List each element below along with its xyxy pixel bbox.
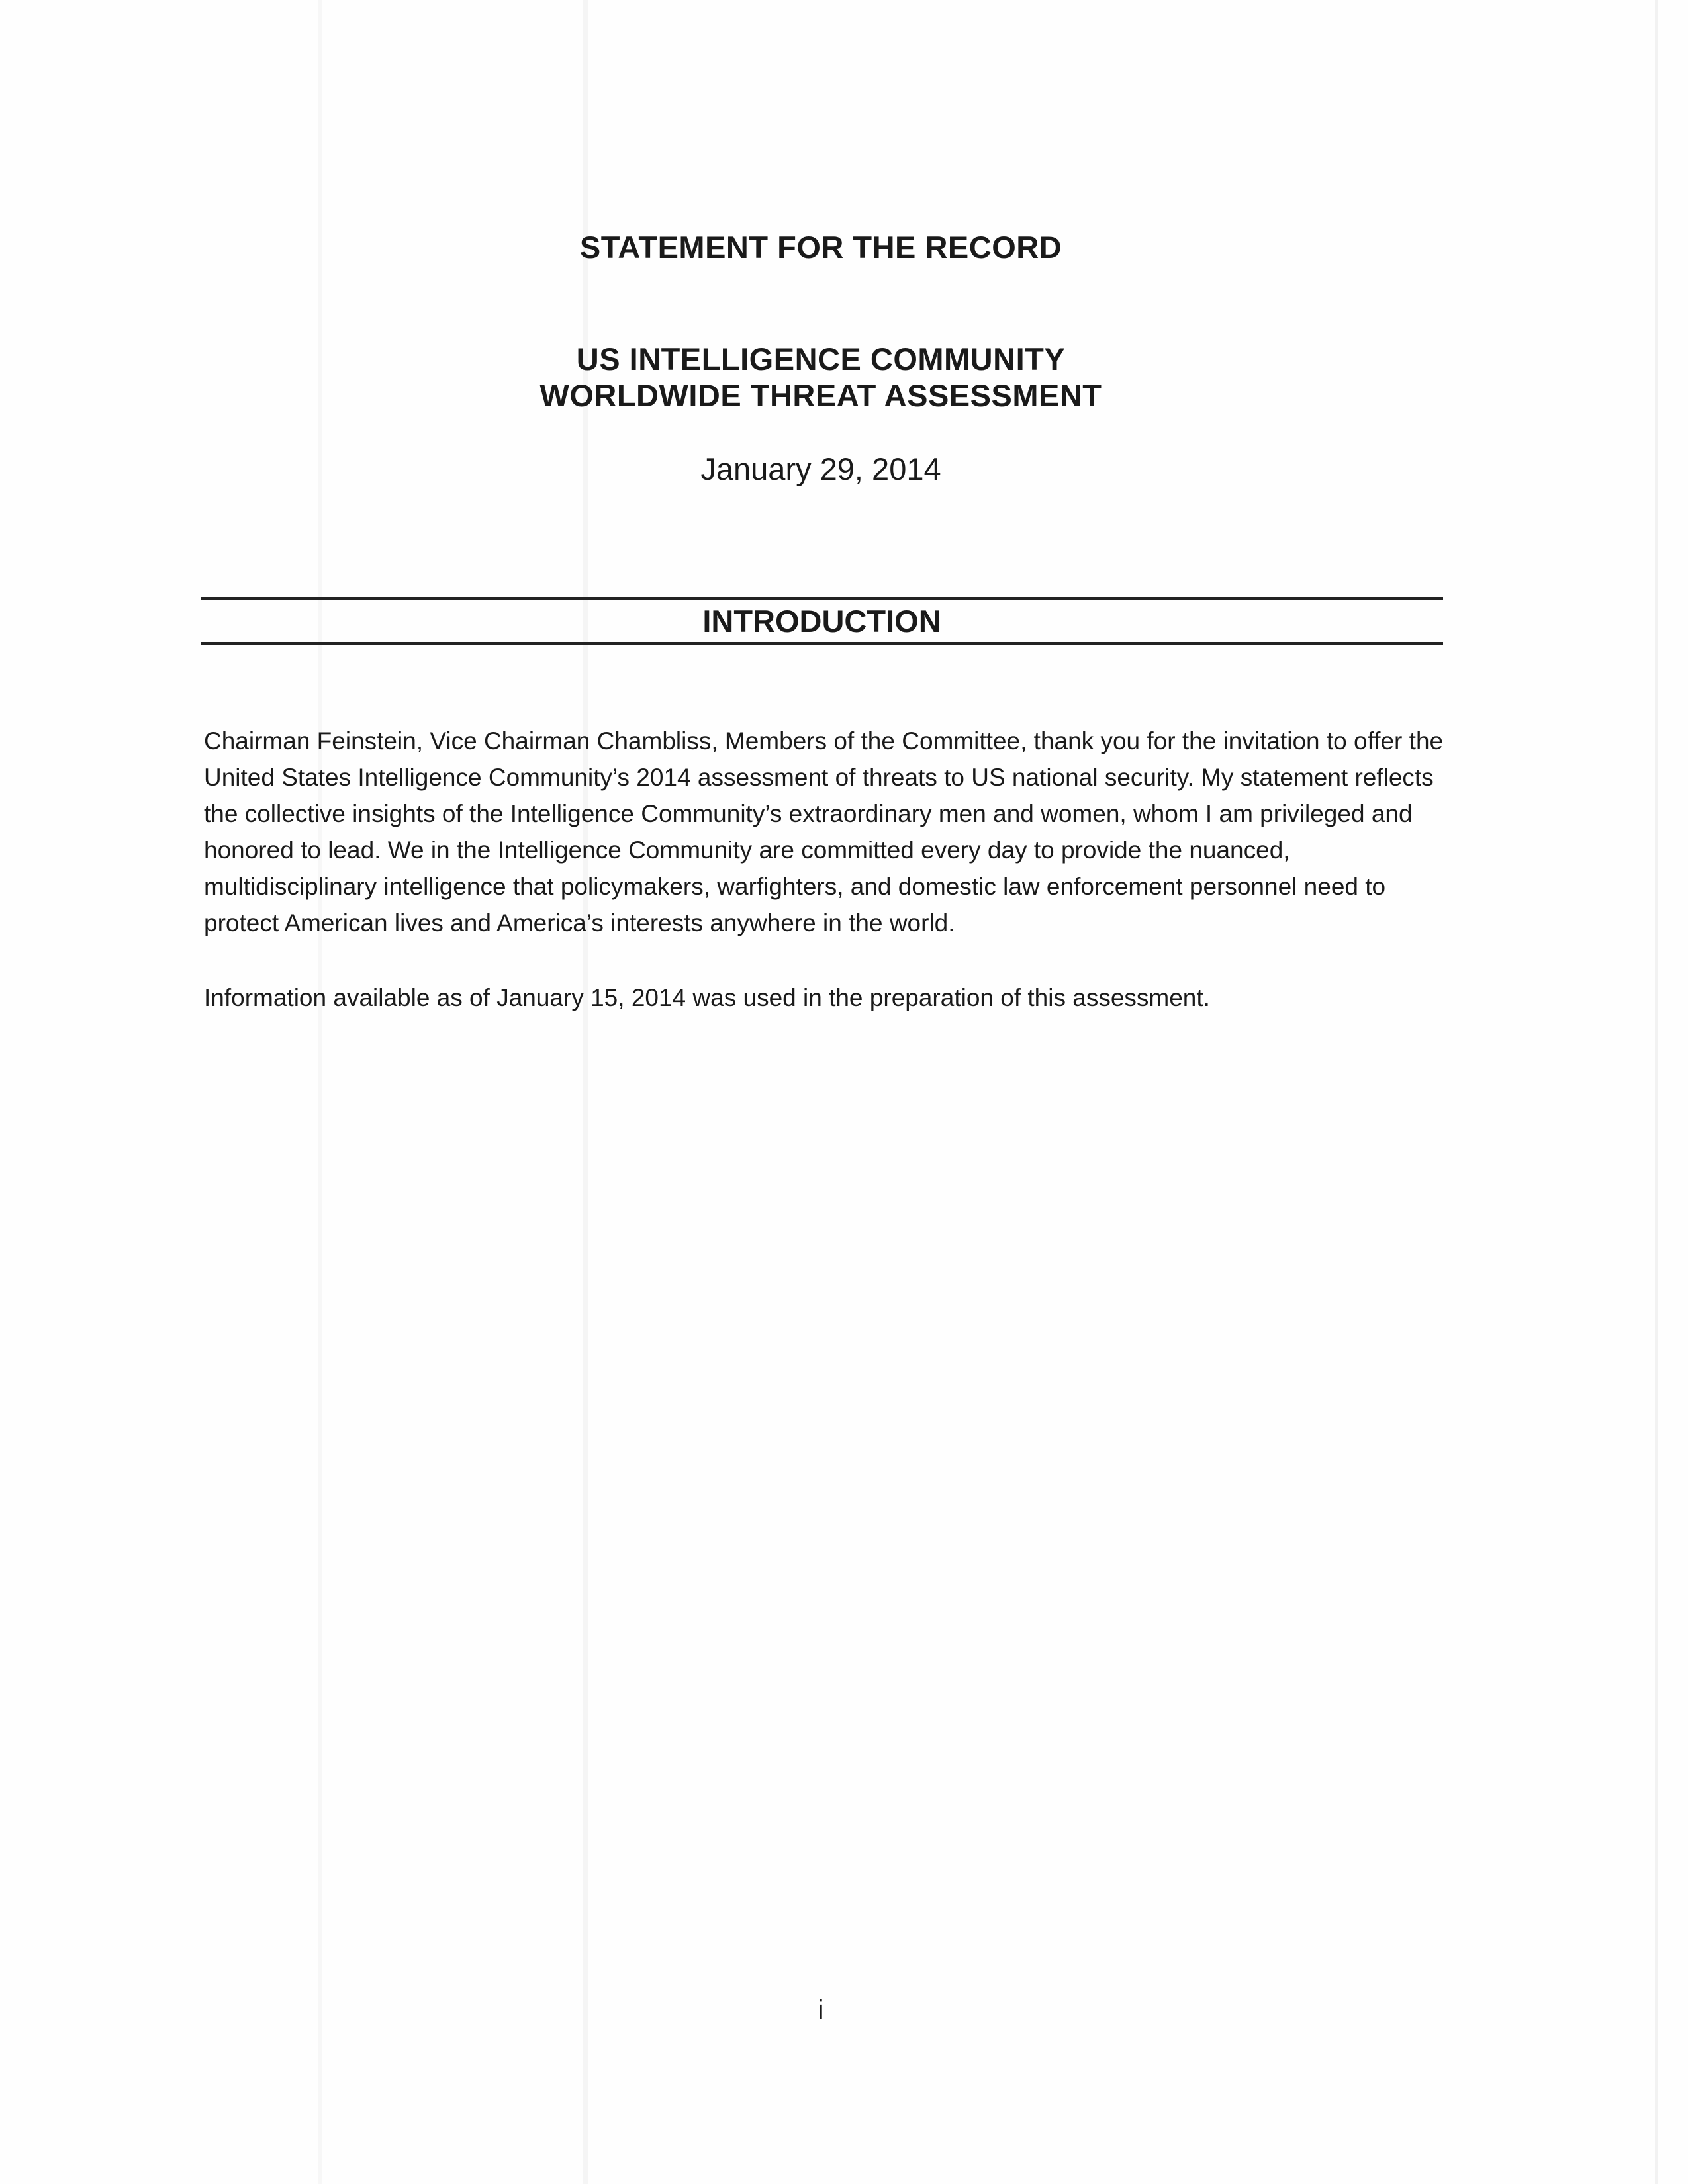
heading-us-intelligence-community: US INTELLIGENCE COMMUNITY (576, 341, 1066, 377)
heading-statement-for-the-record: STATEMENT FOR THE RECORD (579, 230, 1062, 265)
section-divider-bottom (201, 642, 1443, 645)
heading-worldwide-threat-assessment: WORLDWIDE THREAT ASSESSMENT (539, 378, 1102, 413)
scan-streak (1655, 0, 1658, 2184)
page-number: i (818, 1995, 824, 2025)
intro-paragraph: Chairman Feinstein, Vice Chairman Chambliss, Members of the Committee, thank you for the invitation to offer the United States Intelligence Community’s 2014 assessment of threats to US national security. My statement reflects the collective insights of the Intelligence Community’s extraordinary men and women, whom I am privileged and honored to lead. We in the Intelligence Community are committed every day to provide the nuanced, multidisciplinary intelligence that policymakers, warfighters, and domestic law enforcement personnel need to protect American lives and America’s interests anywhere in the world. (204, 727, 1444, 936)
section-divider-top (201, 597, 1443, 600)
section-title-introduction: INTRODUCTION (702, 604, 941, 639)
scan-streak (583, 0, 588, 2184)
scan-streak (318, 0, 322, 2184)
information-date-paragraph: Information available as of January 15, 2014 was used in the preparation of this assessment. (204, 984, 1210, 1011)
document-date: January 29, 2014 (700, 451, 941, 486)
